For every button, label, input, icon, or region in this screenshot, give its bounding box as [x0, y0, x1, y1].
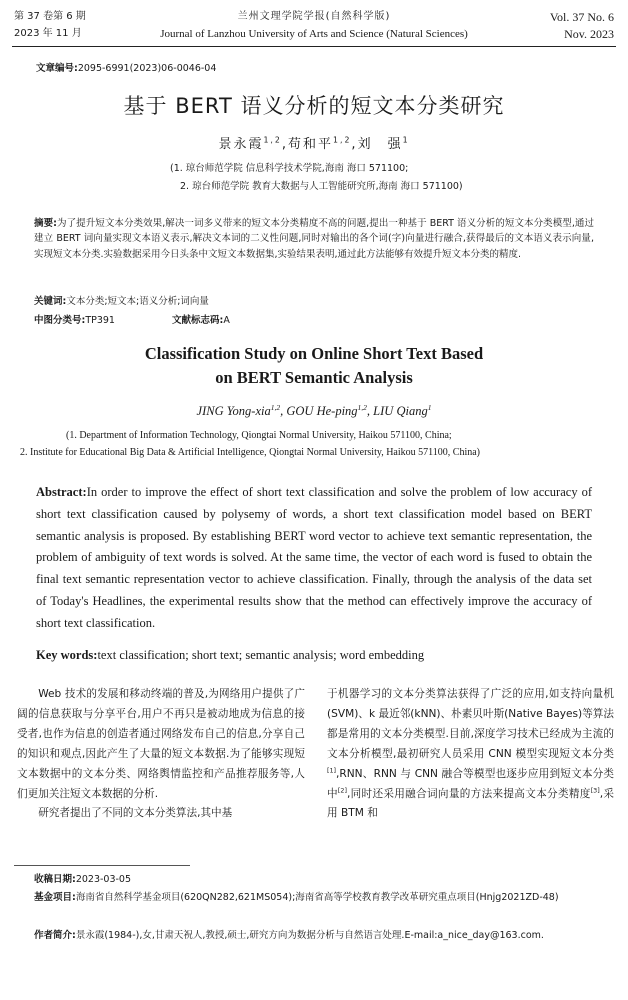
footnote-author-bio	[14, 928, 614, 944]
cn-author-3-affil: 1	[402, 135, 410, 145]
cn-affiliation-1: (1. 琼台师范学院 信息科学技术学院,海南 海口 571100;	[170, 163, 409, 174]
fund-label: 基金项目:	[34, 892, 76, 903]
citation-3[interactable]: [3]	[590, 787, 600, 794]
cn-abstract-text: 为了提升短文本分类效果,解决一词多义带来的短文本分类精度不高的问题,提出一种基于 BERT 语义分析的短文本分类模型,通过建立 BERT 词向量实现文本语义表示,解决文本词的二义性问题,同时对输出的各个词(字)向量进行融合,获得最后的文本语义表示向量,实现短文本分类.实验数据采用今日头条中文短文本数据集,实验结果表明,通过此方法能够有效提升短文本分类的精度.	[34, 218, 594, 260]
body-left-paragraph-1: Web 技术的发展和移动终端的普及,为网络用户提供了广阔的信息获取与分享平台,用户不再只是被动地成为信息的接受者,也作为信息的创造者通过网络发布自己的信息,分享自己的知识和观点,因此产生了大量的短文本数据.为了能够实现短文本数据中的文本分类、网络舆情监控和产品推荐服务等,人们更加关注短文本数据的分析.	[17, 688, 305, 800]
cn-author-1-affil: 1,2	[263, 135, 282, 145]
cn-abstract-label: 摘要:	[34, 218, 57, 229]
cn-author-sep-2: ,	[351, 137, 358, 152]
cn-author-3: 刘 强	[357, 137, 403, 152]
en-keywords-text: text classification; short text; semantic analysis; word embedding	[97, 648, 425, 662]
header-date-en: Nov. 2023	[564, 27, 614, 41]
en-author-1: JING Yong-xia	[196, 404, 271, 418]
cn-author-sep-1: ,	[281, 137, 288, 152]
cn-author-1: 景永霞	[218, 137, 264, 152]
en-author-2: GOU He-ping	[286, 404, 358, 418]
article-number-value: 2095-6991(2023)06-0046-04	[77, 63, 217, 74]
cn-author-2: 苟和平	[288, 137, 334, 152]
body-left-column	[17, 685, 305, 824]
author-bio-value: 景永霞(1984-),女,甘肃天祝人,教授,硕士,研究方向为数据分析与自然语言处理.E-mail:a_nice_day@163.com.	[75, 930, 544, 941]
cn-title: 基于 BERT 语义分析的短文本分类研究	[123, 94, 505, 118]
cn-classification	[34, 312, 115, 326]
cn-keywords-label: 关键词:	[34, 296, 67, 307]
cn-abstract	[34, 216, 594, 262]
en-keywords	[36, 645, 592, 667]
body-right-paragraph	[327, 685, 614, 824]
header-date-cn: 2023 年 11 月	[14, 28, 82, 39]
citation-1[interactable]: [1]	[327, 767, 337, 775]
body-right-text-1: 于机器学习的文本分类算法获得了广泛的应用,如支持向量机(SVM)、k 最近邻(kNN)、朴素贝叶斯(Native Bayes)等算法都是常用的文本分类模型.目前,深度学习技术已经成为主流的文本分析模型,最初研究人员采用 CNN 模型实现短文本分类	[327, 688, 614, 760]
cn-doc-code	[172, 312, 230, 326]
en-author-3-affil: 1	[427, 402, 432, 412]
header-rule	[12, 46, 616, 47]
citation-2[interactable]: [2]	[337, 787, 347, 794]
cn-keywords	[34, 294, 594, 309]
received-label: 收稿日期:	[34, 874, 76, 885]
body-right-text-3: ,同时还采用融合词向量的方法来提高文本分类精度	[346, 787, 591, 800]
article-number	[36, 60, 216, 74]
cn-affiliation-2: 2. 琼台师范学院 教育大数据与人工智能研究所,海南 海口 571100)	[180, 181, 463, 192]
received-value: 2023-03-05	[75, 874, 132, 885]
body-right-text-4: ,采用 BTM 和	[327, 787, 614, 820]
en-author-2-affil: 1,2	[357, 402, 367, 412]
footnote-received	[34, 872, 131, 888]
header-journal-cn: 兰州文理学院学报(自然科学版)	[237, 11, 391, 22]
cn-author-2-affil: 1,2	[333, 135, 352, 145]
en-abstract	[36, 482, 592, 635]
cn-doc-label: 文献标志码:	[172, 315, 224, 326]
cn-class-value: TP391	[85, 315, 115, 326]
en-abstract-label: Abstract:	[36, 485, 87, 499]
en-authors: JING Yong-xia$^{1,2}$, GOU He-ping$^{1,2}$, LIU Qiang$^1$	[196, 402, 432, 418]
article-number-label: 文章编号:	[36, 63, 78, 74]
footnote-rule	[14, 865, 190, 866]
cn-doc-value: A	[223, 315, 230, 326]
footnote-fund	[14, 890, 614, 906]
en-affiliation-1: (1. Department of Information Technology, Qiongtai Normal University, Haikou 571100, China;	[66, 430, 452, 441]
en-title-line-1: Classification Study on Online Short Text Based	[144, 344, 484, 363]
en-author-1-affil: 1,2	[270, 402, 281, 412]
cn-keywords-text: 文本分类;短文本;语义分析;词向量	[66, 296, 209, 307]
en-keywords-label: Key words:	[36, 648, 98, 662]
cn-authors	[0, 133, 628, 152]
body-left-paragraph-2: 研究者提出了不同的文本分类算法,其中基	[38, 807, 233, 820]
author-bio-label: 作者简介:	[34, 930, 76, 941]
fund-value: 海南省自然科学基金项目(620QN282,621MS054);海南省高等学校教育教学改革研究重点项目(Hnjg2021ZD-48)	[75, 892, 559, 903]
en-affiliation-2: 2. Institute for Educational Big Data & Artificial Intelligence, Qiongtai Normal University, Haikou 571100, China)	[20, 447, 480, 458]
en-title-line-2: on BERT Semantic Analysis	[215, 368, 413, 387]
cn-class-label: 中图分类号:	[34, 315, 86, 326]
header-volume-issue: 第 37 卷第 6 期	[14, 11, 86, 22]
header-journal-en: Journal of Lanzhou University of Arts and Science (Natural Sciences)	[160, 28, 468, 40]
body-right-text-2: ,RNN、RNN 与 CNN 融合等模型也逐步应用到短文本分类中	[327, 767, 614, 800]
body-right-column	[327, 685, 614, 824]
header-volume-en: Vol. 37 No. 6	[549, 10, 614, 24]
en-author-3: LIU Qiang	[373, 404, 428, 418]
en-abstract-text: In order to improve the effect of short text classification and solve the problem of low accuracy of short text classification caused by polysemy of words, a short text classification model based on BERT semantic analysis is proposed. By establishing BERT word vector to achieve text semantic representation, the problem of ambiguity of text words is solved. At the same time, the vector of each word is fused to obtain the final text semantic representation vector to achieve classification. Finally, through the analysis of the data set of Today's Headlines, the experimental results show that the method can effectively improve the accuracy of short text classification.	[36, 485, 592, 630]
